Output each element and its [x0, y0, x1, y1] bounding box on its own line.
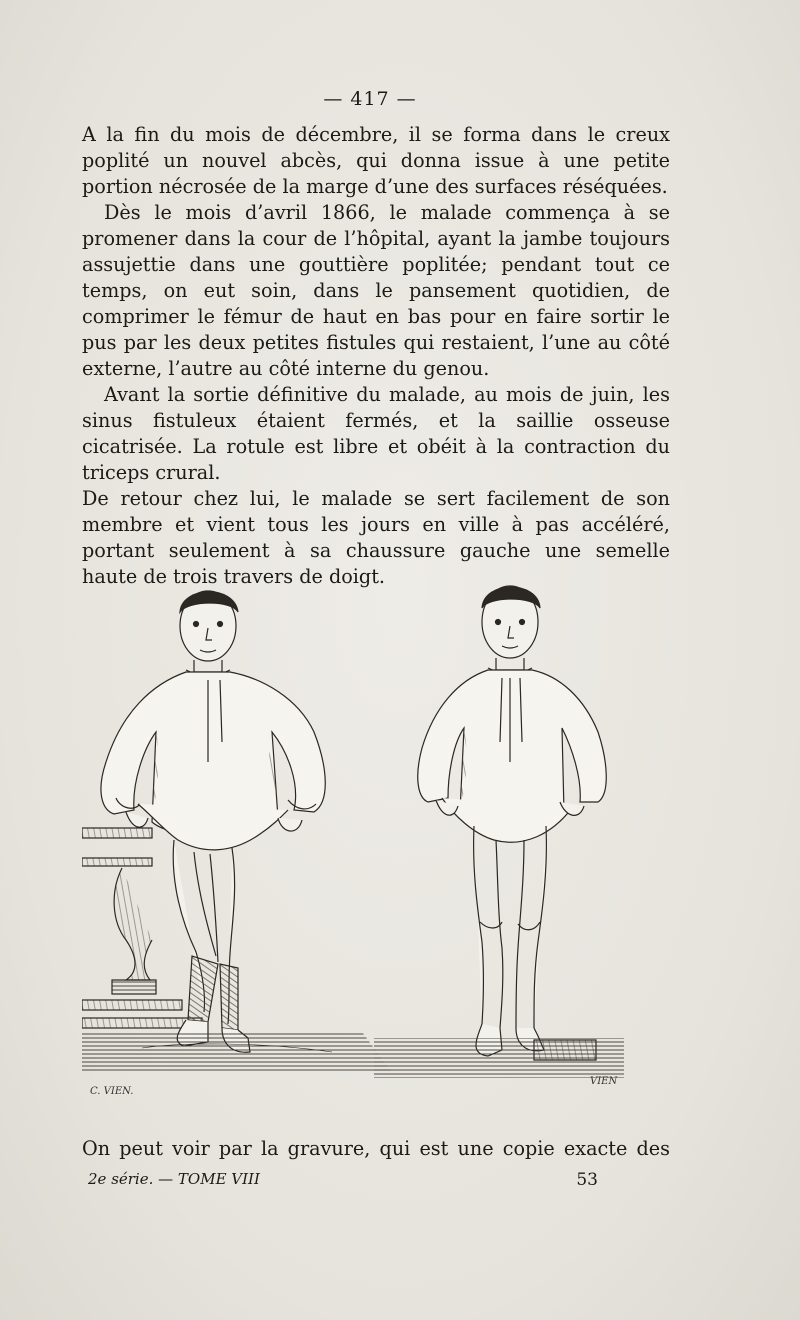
page-footer	[88, 1170, 598, 1188]
paragraph-4: De retour chez lui, le malade se sert facilement de son membre et vient tous les jours en ville à pas accéléré, portant seulement à sa chaussure gauche une semelle haute de trois travers de doigt.	[82, 487, 670, 588]
right-patient-figure	[374, 586, 624, 1078]
engraving-illustration	[82, 572, 642, 1112]
engraving-figure	[82, 572, 642, 1112]
continuation-line: On peut voir par la gravure, qui est une copie exacte des	[82, 1137, 670, 1160]
paragraph-3: Avant la sortie définitive du malade, au mois de juin, les sinus fistuleux étaient fermés, et la saillie osseuse cicatrisée. La rotule est libre et obéit à la contraction du triceps crural.	[82, 383, 670, 484]
paragraph-2: Dès le mois d’avril 1866, le malade commença à se promener dans la cour de l’hôpital, ayant la jambe toujours assujettie dans une gouttière poplitée; pendant tout ce temps, on eut soin, dans le pansement quotidien, de comprimer le fémur de haut en bas pour en faire sortir le pus par les deux petites fistules qui restaient, l’une au côté externe, l’autre au côté interne du genou.	[82, 201, 670, 380]
signature-mark: 53	[576, 1170, 598, 1190]
left-patient-figure	[82, 591, 392, 1072]
engraver-signature-right: VIEN	[590, 1076, 618, 1087]
series-volume-label: 2e série. — TOME VIII	[88, 1170, 260, 1188]
paragraph-1: A la fin du mois de décembre, il se forma dans le creux poplité un nouvel abcès, qui donna issue à une petite portion nécrosée de la marge d’une des surfaces réséquées.	[82, 123, 670, 198]
body-text	[82, 122, 670, 590]
engraver-signature-left: C. VIEN.	[90, 1086, 134, 1097]
page-number: — 417 —	[323, 88, 417, 110]
balustrade	[82, 828, 202, 1028]
